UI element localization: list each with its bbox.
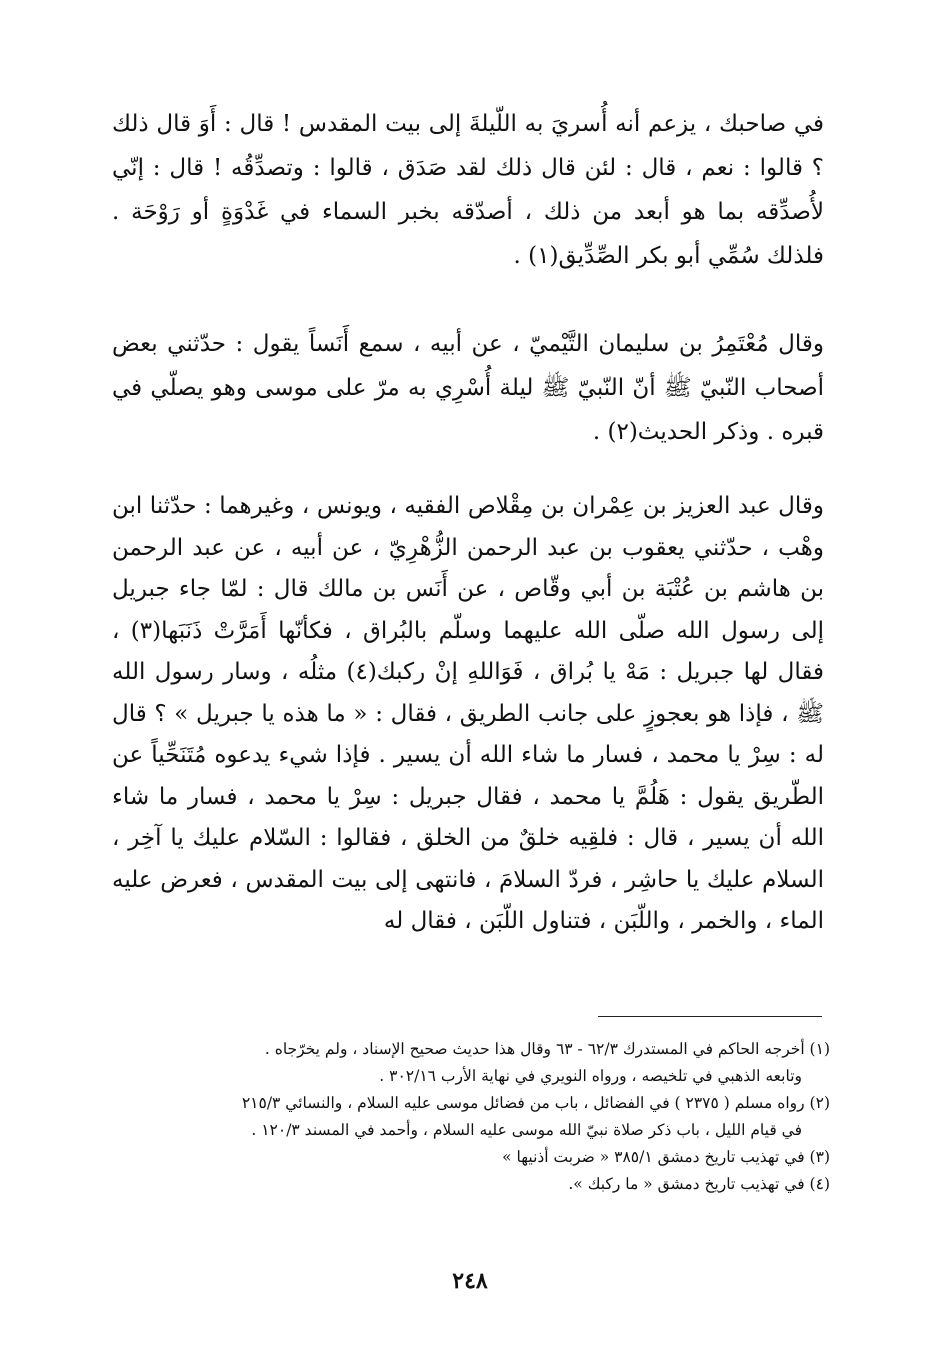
footnotes [108, 1036, 830, 1198]
footnote-1-line-2: وتابعه الذهبي في تلخيصه ، ورواه النويري في نهاية الأرب ٣٠٢/١٦ . [379, 1067, 802, 1085]
footnote-4: (٤) في تهذيب تاريخ دمشق « ما ركبك ». [568, 1175, 830, 1193]
paragraph-2: وقال مُعْتَمِرُ بن سليمان التَّيْميّ ، عن أبيه ، سمع أَنَساً يقول : حدّثني بعض أصحاب النّبيّ ﷺ أنّ النّبيّ ﷺ ليلة أُسْرِي به مرّ على موسى وهو يصلّي في قبره . وذكر الحديث(٢) . [112, 331, 824, 445]
footnote-2-line-1: (٢) رواه مسلم ( ٢٣٧٥ ) في الفضائل ، باب من فضائل موسى عليه السلام ، والنسائي ٢١٥/٣ [241, 1094, 830, 1112]
paragraph-1: في صاحبك ، يزعم أنه أُسريَ به اللّيلةَ إلى بيت المقدس ! قال : أَوَ قال ذلك ؟ قالوا : نعم ، قال : لئن قال ذلك لقد صَدَق ، قالوا : وتصدِّقُه ! قال : إنّي لأُصدِّقه بما هو أبعد من ذلك ، أصدّقه بخبر السماء في غَدْوَةٍ أو رَوْحَة . فلذلك سُمِّي أبو بكر الصِّدِّيق(١) . [112, 111, 824, 269]
paragraph-3: وقال عبد العزيز بن عِمْران بن مِقْلاص الفقيه ، ويونس ، وغيرهما : حدّثنا ابن وهْب ، حدّثني يعقوب بن عبد الرحمن الزُّهْرِيّ ، عن أبيه ، عن عبد الرحمن بن هاشم بن عُتْبَة بن أبي وقّاص ، عن أَنَس بن مالك قال : لمّا جاء جبريل إلى رسول الله صلّى الله عليهما وسلّم بالبُراق ، فكأنّها أَمَرَّتْ ذَنَبَها(٣) ، فقال لها جبريل : مَهْ يا بُراق ، فَوَاللهِ إنْ ركبك(٤) مثلُه ، وسار رسول الله ﷺ ، فإذا هو بعجوزٍ على جانب الطريق ، فقال : « ما هذه يا جبريل » ؟ قال له : سِرْ يا محمد ، فسار ما شاء الله أن يسير . فإذا شيء يدعوه مُتَنَحِّياً عن الطّريق يقول : هَلُمَّ يا محمد ، فقال جبريل : سِرْ يا محمد ، فسار ما شاء الله أن يسير ، قال : فلقِيه خلقٌ من الخلق ، فقالوا : السّلام عليك يا آخِر ، السلام عليك يا حاشِر ، فردّ السلامَ ، فانتهى إلى بيت المقدس ، فعرض عليه الماء ، والخمر ، واللّبَن ، فتناول اللّبَن ، فقال له [112, 493, 824, 934]
footnote-3: (٣) في تهذيب تاريخ دمشق ٣٨٥/١ « ضربت أذنيها » [502, 1148, 830, 1166]
page-number: ٢٤٨ [452, 1268, 488, 1294]
footnote-2-line-2: في قيام الليل ، باب ذكر صلاة نبيّ الله موسى عليه السلام ، وأحمد في المسند ١٢٠/٣ . [251, 1121, 802, 1139]
footnote-1-line-1: (١) أخرجه الحاكم في المستدرك ٦٢/٣ - ٦٣ وقال هذا حديث صحيح الإسناد ، ولم يخرّجاه . [264, 1040, 830, 1058]
footnote-divider [598, 1016, 822, 1017]
